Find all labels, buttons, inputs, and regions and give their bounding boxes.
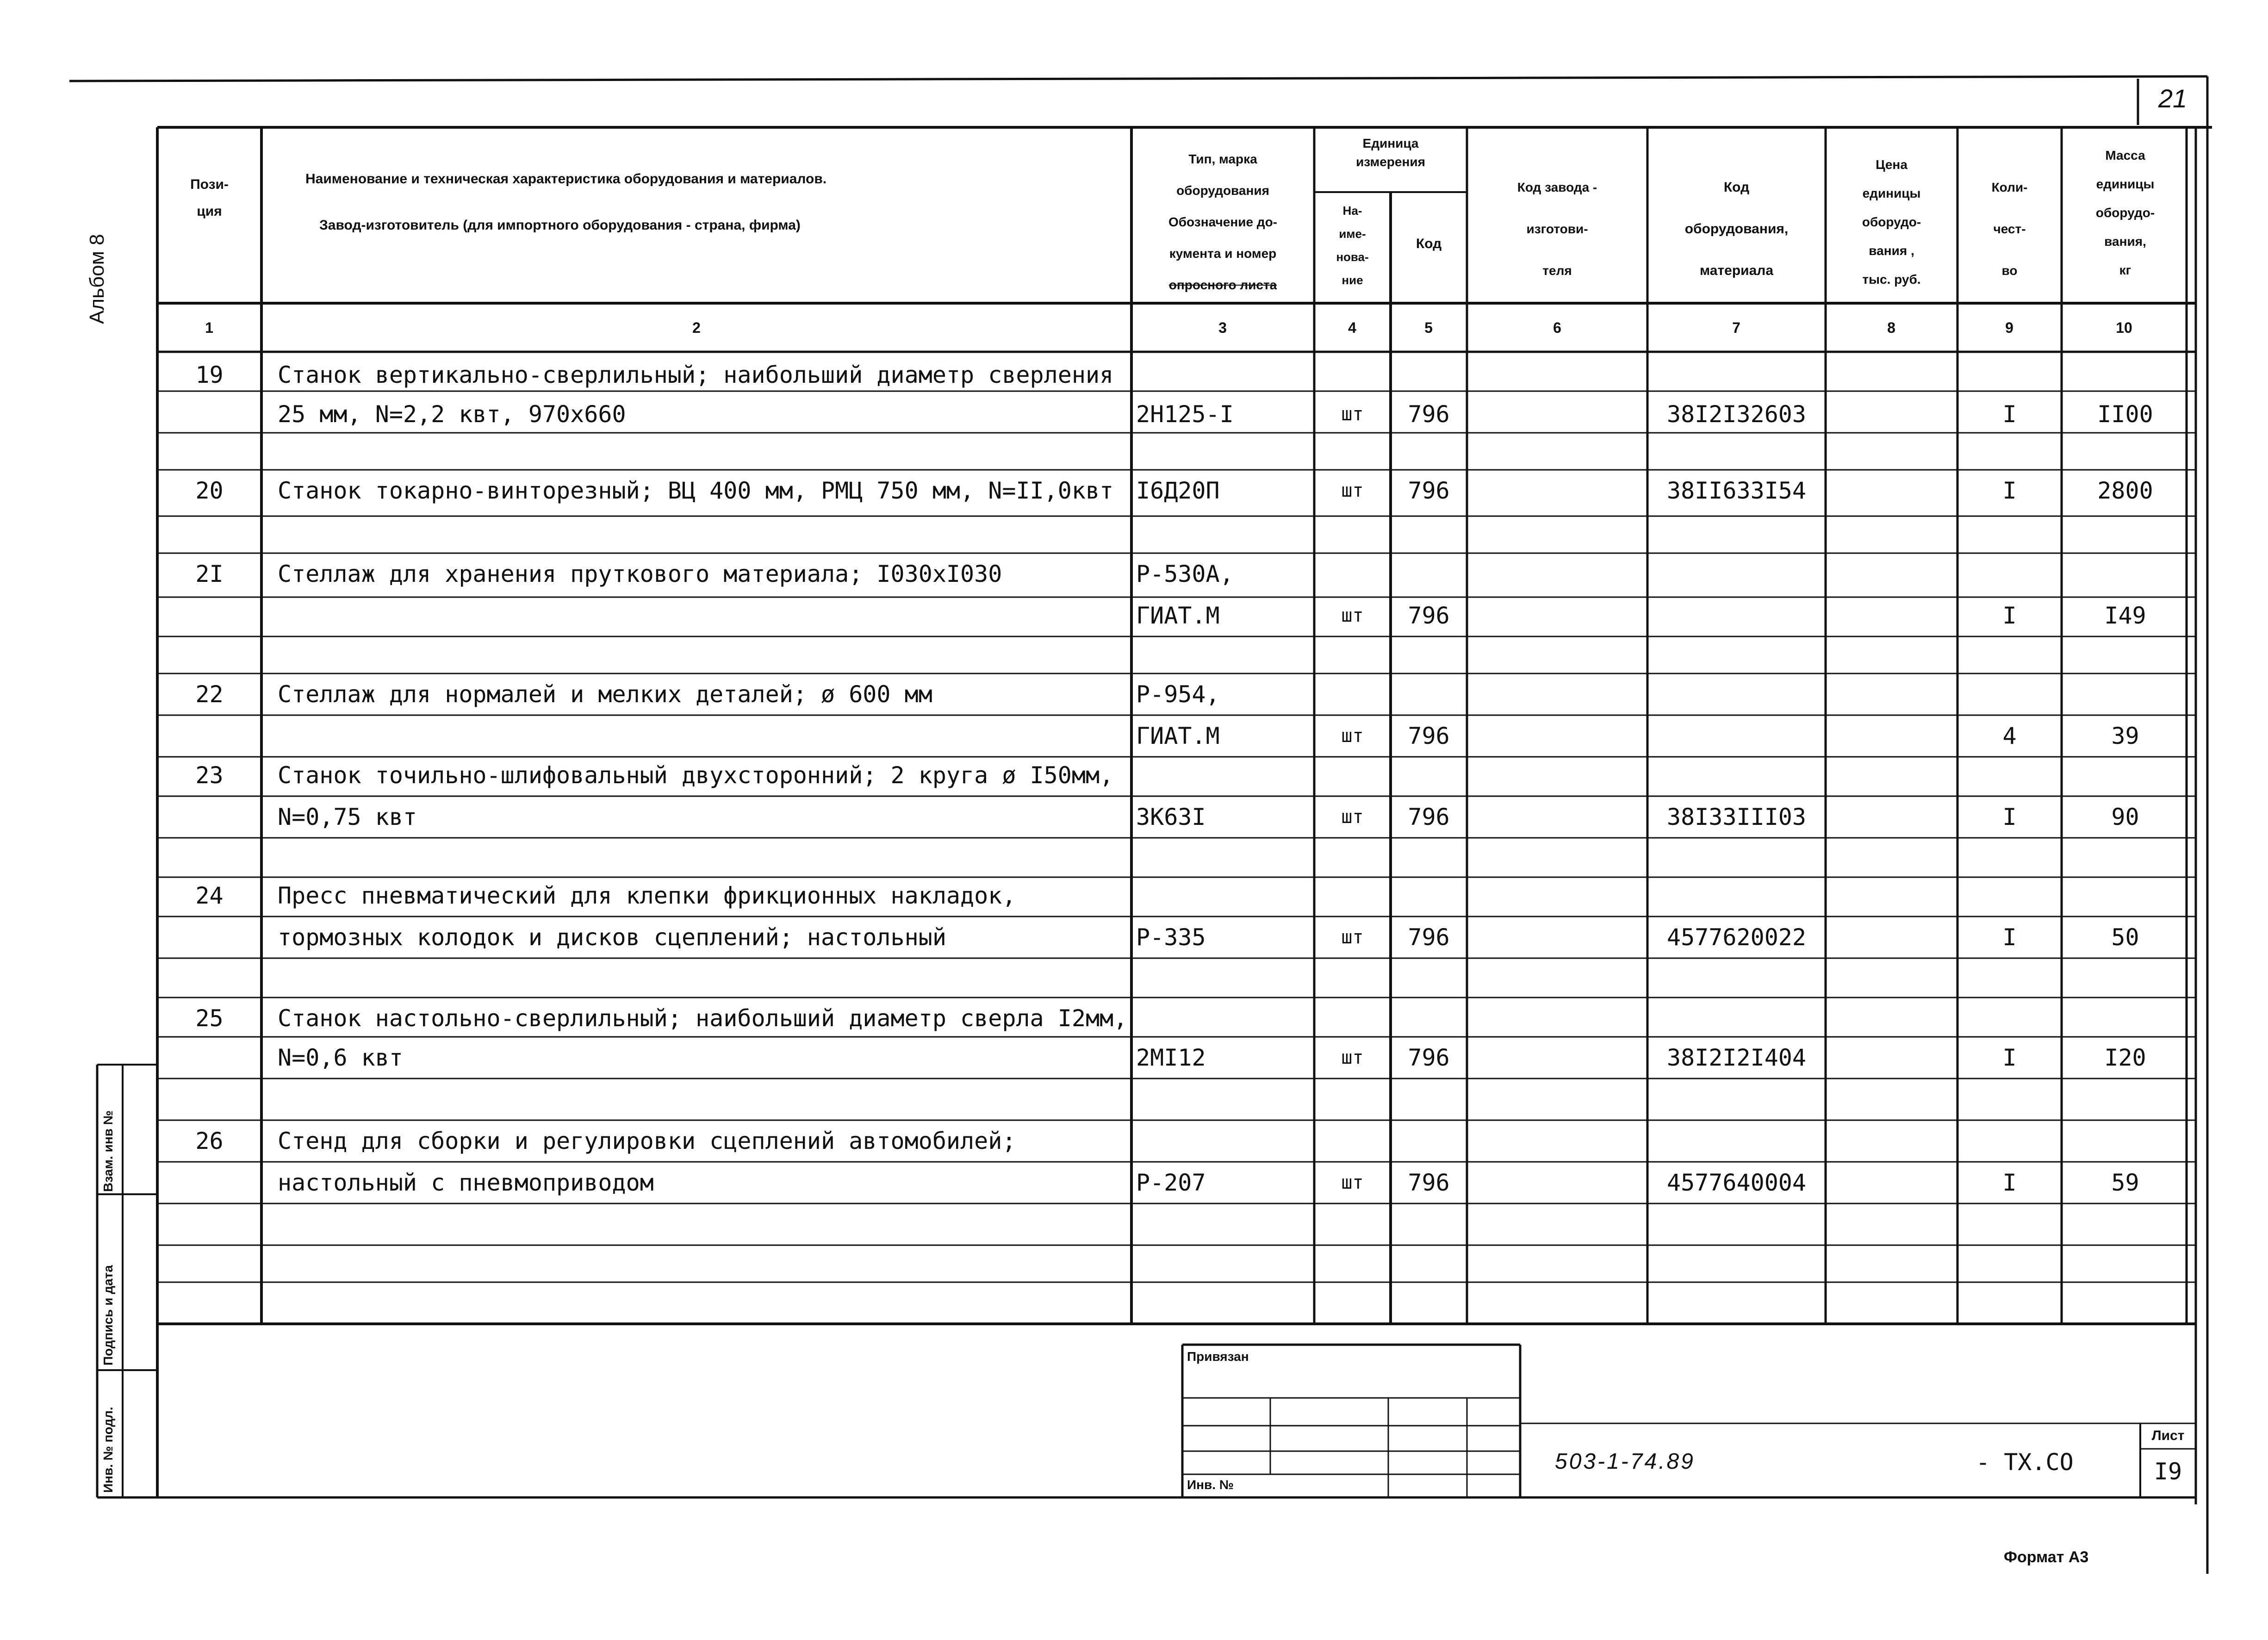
cell-unit: шт [1341,605,1364,626]
column-number: 9 [2005,319,2013,336]
cell-quantity: I [2002,602,2017,629]
document-code: 503-1-74.89 [1555,1449,1695,1474]
cell-mass: I20 [2104,1044,2146,1071]
cell-unit: шт [1341,404,1364,425]
cell-unit: шт [1341,1047,1364,1068]
cell-type: 2Н125-I [1136,401,1234,428]
header-unit-code: Код [1416,236,1442,251]
cell-name: 25 мм, N=2,2 квт, 970х660 [278,401,626,428]
sheet-corner-number: 21 [2158,84,2187,113]
cell-mass: I49 [2104,602,2146,629]
cell-name: тормозных колодок и дисков сцеплений; настольный [278,924,946,951]
stamp-inv-no: Инв. № [1187,1478,1234,1492]
cell-unit-code: 796 [1408,1169,1450,1196]
cell-type: Р-207 [1136,1169,1206,1196]
margin-label-inv-original: Инв. № подл. [101,1407,115,1493]
header-mass: Масса единицы оборудо- вания, кг [2095,148,2155,277]
header-unit-name: На- име- нова- ние [1336,204,1369,287]
header-name-line2: Завод-изготовитель (для импортного оборудования - страна, фирма) [319,218,801,233]
cell-equipment-code: 38I2I32603 [1666,401,1807,428]
cell-unit-code: 796 [1408,1044,1450,1071]
column-number: 10 [2116,319,2132,336]
header-type: Тип, марка оборудования Обозначение до- кумента и номер опросного листа [1168,152,1278,292]
cell-name: Станок вертикально-сверлильный; наибольший диаметр сверления [278,362,1114,388]
cell-mass: 90 [2111,804,2139,830]
cell-position: 22 [195,681,224,708]
cell-type: 2МI12 [1136,1044,1206,1071]
cell-mass: 2800 [2097,477,2153,504]
cell-name: N=0,75 квт [278,804,417,830]
cell-mass: 39 [2111,723,2139,749]
column-number: 8 [1887,319,1895,336]
cell-position: 26 [195,1128,224,1154]
margin-label-signature-date: Подпись и дата [101,1265,115,1366]
cell-equipment-code: 38I2I2I404 [1666,1044,1807,1071]
column-number: 1 [205,319,213,336]
cell-type: I6Д20П [1136,477,1220,504]
cell-unit-code: 796 [1408,602,1450,629]
cell-type: Р-954, [1136,681,1220,708]
cell-name: N=0,6 квт [278,1044,403,1071]
cell-equipment-code: 38II633I54 [1666,477,1807,504]
column-number: 3 [1218,319,1227,336]
format-label: Формат А3 [2004,1548,2089,1566]
cell-quantity: 4 [2002,723,2017,749]
cell-position: 20 [195,477,224,504]
cell-type: ГИАТ.М [1136,602,1220,629]
cell-name: Станок токарно-винторезный; ВЦ 400 мм, РМЦ 750 мм, N=II,0квт [278,477,1114,504]
column-number: 6 [1553,319,1561,336]
header-unit-group: Единица измерения [1356,136,1425,169]
cell-equipment-code: 4577640004 [1666,1169,1807,1196]
cell-unit: шт [1341,1172,1364,1193]
cell-unit-code: 796 [1408,723,1450,749]
cell-unit: шт [1341,806,1364,828]
stamp-privyazan: Привязан [1187,1349,1249,1364]
cell-unit: шт [1341,927,1364,948]
cell-mass: 59 [2111,1169,2139,1196]
document-suffix: - ТХ.СО [1976,1449,2074,1476]
header-position: Пози- ция [190,177,229,219]
cell-name: настольный с пневмоприводом [278,1169,654,1196]
header-equipment-code: Код оборудования, материала [1684,180,1789,278]
album-side-stamp: Альбом 8 [86,234,108,324]
cell-unit: шт [1341,725,1364,747]
cell-unit-code: 796 [1408,924,1450,951]
cell-unit-code: 796 [1408,477,1450,504]
cell-name: Пресс пневматический для клепки фрикционных накладок, [278,882,1016,909]
cell-quantity: I [2002,401,2017,428]
margin-label-replaces-inv: Взам. инв № [101,1110,115,1192]
cell-equipment-code: 38I33III03 [1666,804,1807,830]
cell-quantity: I [2002,804,2017,830]
cell-mass: II00 [2097,401,2153,428]
cell-quantity: I [2002,1169,2017,1196]
column-number: 2 [692,319,701,336]
cell-mass: 50 [2111,924,2139,951]
sheet-label: Лист [2151,1428,2185,1443]
cell-unit-code: 796 [1408,804,1450,830]
cell-quantity: I [2002,924,2017,951]
header-quantity: Коли- чест- во [1991,180,2028,278]
header-price: Цена единицы оборудо- вания , тыс. руб. [1862,157,1921,287]
cell-type: Р-530А, [1136,561,1234,587]
column-number: 5 [1424,319,1433,336]
cell-unit: шт [1341,480,1364,501]
cell-position: 24 [195,882,224,909]
cell-quantity: I [2002,477,2017,504]
cell-unit-code: 796 [1408,401,1450,428]
cell-position: 19 [195,362,224,388]
column-number: 7 [1732,319,1740,336]
sheet-number: I9 [2154,1458,2182,1485]
cell-name: Станок настольно-сверлильный; наибольший диаметр сверла I2мм, [278,1005,1128,1032]
cell-equipment-code: 4577620022 [1666,924,1807,951]
cell-type: Р-335 [1136,924,1206,951]
cell-name: Стеллаж для хранения пруткового материала; I030хI030 [278,561,1002,587]
cell-type: ГИАТ.М [1136,723,1220,749]
cell-position: 23 [195,762,224,789]
cell-position: 2I [195,561,224,587]
header-manufacturer-code: Код завода - изготови- теля [1517,180,1597,278]
cell-name: Стенд для сборки и регулировки сцеплений автомобилей; [278,1128,1016,1154]
column-number: 4 [1348,319,1356,336]
cell-type: 3К63I [1136,804,1206,830]
cell-position: 25 [195,1005,224,1032]
cell-name: Станок точильно-шлифовальный двухсторонний; 2 круга ø I50мм, [278,762,1114,789]
header-name-line1: Наименование и техническая характеристика оборудования и материалов. [305,171,827,187]
cell-quantity: I [2002,1044,2017,1071]
cell-name: Стеллаж для нормалей и мелких деталей; ø 600 мм [278,681,932,708]
